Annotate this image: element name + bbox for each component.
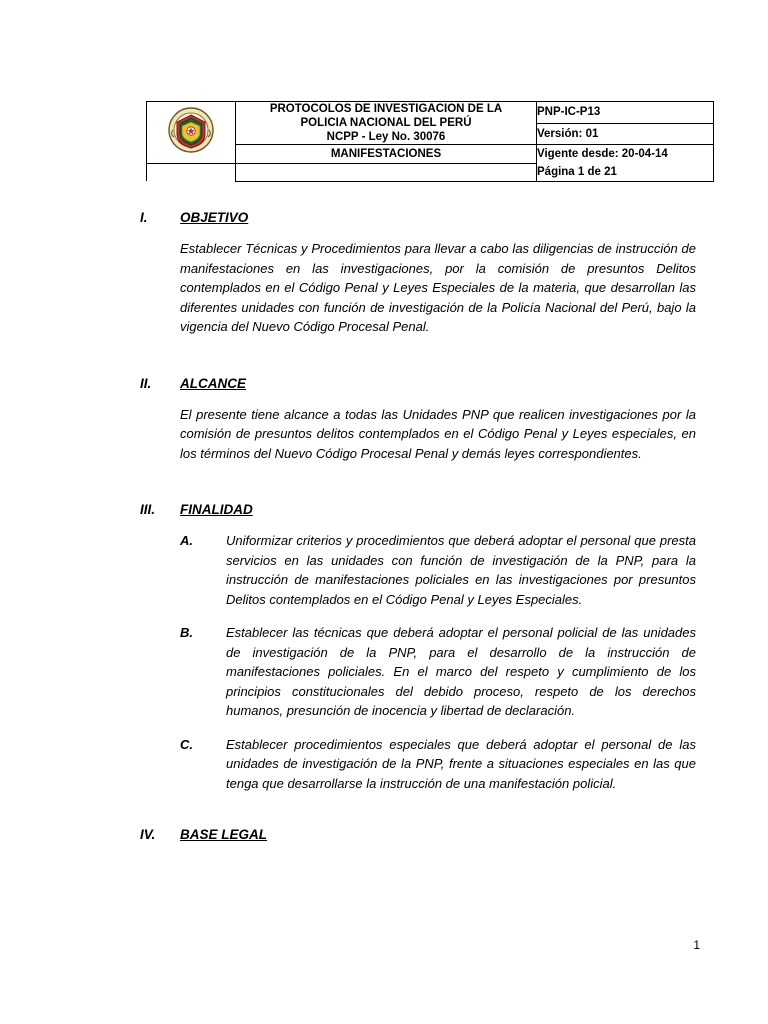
header-spacer-mid xyxy=(236,163,537,182)
section-heading xyxy=(0,210,768,225)
section-title: ALCANCE xyxy=(180,375,246,391)
list-item-text: Establecer procedimientos especiales que deberá adoptar el personal de las unidades de investigación de la PNP, frente a situaciones especiales en las que tenga que desarrollarse la instrucción de una manifestación policial. xyxy=(226,736,696,791)
spacer xyxy=(0,350,768,376)
header-code: PNP-IC-P13 xyxy=(537,102,714,124)
list-item xyxy=(180,623,696,721)
section-number: I. xyxy=(140,210,148,225)
header-spacer-left xyxy=(147,163,236,182)
header-title-cell xyxy=(236,102,537,145)
page-number: 1 xyxy=(693,938,700,952)
section-title: BASE LEGAL xyxy=(180,827,268,842)
document-body xyxy=(0,210,768,856)
section-base-legal xyxy=(0,827,768,842)
list-item-text: Uniformizar criterios y procedimientos que deberá adoptar el personal que presta servicios en las unidades con función de investigación de la PNP, para la instrucción de manifestaciones policiales en las investigaciones por presuntos Delitos contemplados en el Código Penal y Leyes Especiales. xyxy=(226,533,696,607)
header-page-row-table xyxy=(146,163,714,182)
section-finalidad xyxy=(0,502,768,793)
section-heading xyxy=(0,502,768,517)
section-heading xyxy=(0,376,768,391)
header-title-line-1: PROTOCOLOS DE INVESTIGACION DE LA xyxy=(269,103,503,115)
list-item-letter: B. xyxy=(180,625,193,640)
document-header xyxy=(146,101,710,182)
section-number: IV. xyxy=(140,827,156,842)
header-title-line-2: POLICIA NACIONAL DEL PERÚ xyxy=(300,117,472,129)
list-item-text: Establecer las técnicas que deberá adoptar el personal policial de las unidades de investigación de la PNP, para el desarrollo de la instrucción de manifestaciones policiales. En el marco del respeto y cumplimiento de los principios constitucionales del debido proceso, respeto de los derechos humanos, presunción de inocencia y libertad de declaración. xyxy=(226,625,696,718)
section-title: OBJETIVO xyxy=(180,210,249,225)
list-item xyxy=(180,531,696,609)
header-page-label: Página 1 de 21 xyxy=(537,163,714,182)
header-table xyxy=(146,101,714,164)
section-title: FINALIDAD xyxy=(180,502,253,517)
section-alcance xyxy=(0,376,768,464)
header-title-line-3: NCPP - Ley No. 30076 xyxy=(326,131,446,143)
header-version: Versión: 01 xyxy=(537,123,714,145)
pnp-crest-icon xyxy=(167,106,215,154)
section-number: II. xyxy=(140,375,152,391)
header-valid-from: Vigente desde: 20-04-14 xyxy=(537,145,714,164)
section-paragraph: Establecer Técnicas y Procedimientos para llevar a cabo las diligencias de instrucción de manifestaciones en las investigaciones, por la comisión de presuntos Delitos contemplados en el Código Penal y Leyes Especiales de la materia, que desarrollan las diferentes unidades con función de investigación de la Policía Nacional del Perú, bajo la vigencia del Nuevo Código Procesal Penal. xyxy=(180,241,696,334)
section-number: III. xyxy=(140,502,156,517)
header-doc-subtitle: MANIFESTACIONES xyxy=(236,145,537,164)
spacer xyxy=(0,476,768,502)
spacer xyxy=(0,807,768,827)
section-paragraph: El presente tiene alcance a todas las Unidades PNP que realicen investigaciones por la comisión de presuntos delitos contemplados en el Código Penal y Leyes especiales, en los términos del Nuevo Código Procesal Penal y demás leyes correspondientes. xyxy=(180,406,696,461)
list-item xyxy=(180,735,696,794)
list-item-letter: C. xyxy=(180,736,193,752)
list-item-letter: A. xyxy=(180,533,193,548)
section-heading xyxy=(0,827,768,842)
section-objetivo xyxy=(0,210,768,337)
header-logo-cell xyxy=(147,102,236,164)
